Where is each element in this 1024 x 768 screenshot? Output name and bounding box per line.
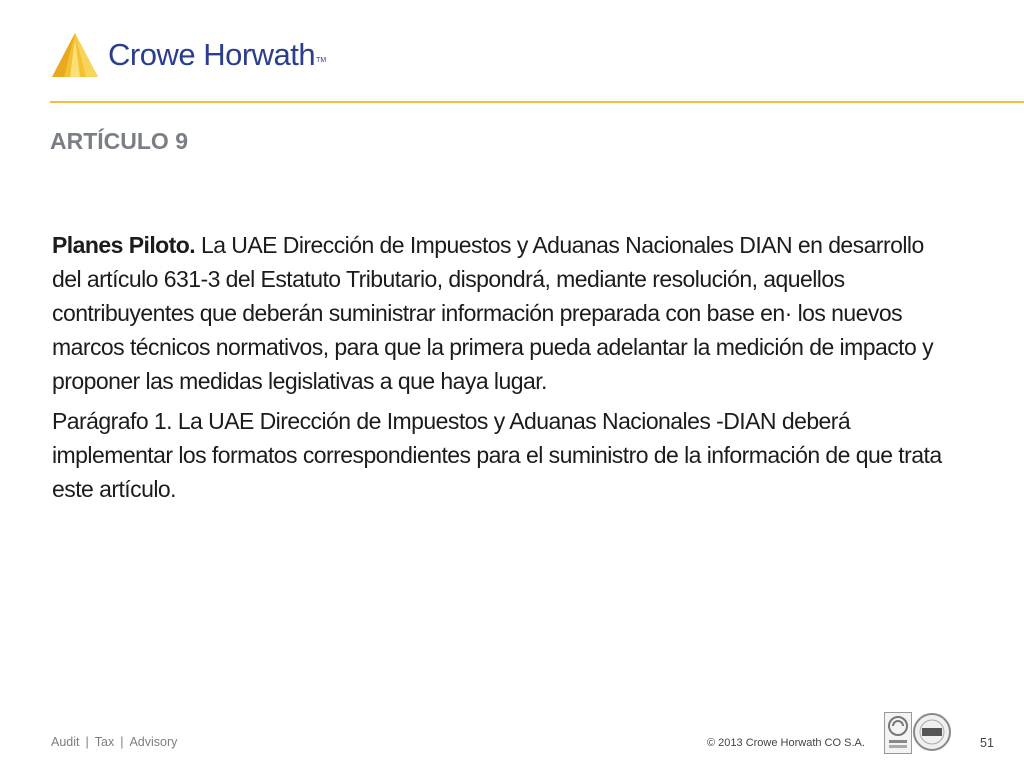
company-logo <box>50 32 326 78</box>
footer-separator: | <box>85 735 89 749</box>
footer-advisory: Advisory <box>129 735 178 749</box>
crowe-horwath-logo-icon <box>50 33 100 77</box>
logo-trademark: TM <box>316 57 327 64</box>
logo-text: Crowe Horwath <box>108 37 316 72</box>
paragraph-bold-lead: Planes Piloto. <box>52 232 196 258</box>
copyright-notice: © 2013 Crowe Horwath CO S.A. <box>707 737 865 749</box>
footer-tax: Tax <box>94 735 115 749</box>
paragraph-paragrafo-1 <box>52 404 952 506</box>
header-rule <box>50 101 1024 103</box>
page-title: ARTÍCULO 9 <box>50 128 188 154</box>
footer-separator: | <box>120 735 124 749</box>
footer-audit: Audit <box>51 735 80 749</box>
iqnet-certification-icon <box>912 712 952 752</box>
paragraph-text: Parágrafo 1. La UAE Dirección de Impuestos y Aduanas Nacionales -DIAN deberá implementar los formatos correspondientes para el suministro de la información de que trata este artículo. <box>52 408 942 502</box>
paragraph-text: La UAE Dirección de Impuestos y Aduanas Nacionales DIAN en desarrollo del artículo 631-3 del Estatuto Tributario, dispondrá, mediante resolución, aquellos contribuyentes que deberán suministrar información preparada con base en· los nuevos marcos técnicos normativos, para que la primera pueda adelantar la medición de impacto y proponer las medidas legislativas a que haya lugar. <box>52 232 934 394</box>
footer-services <box>51 735 177 749</box>
paragraph-planes-piloto <box>52 228 952 398</box>
article-body <box>52 228 952 512</box>
iso-certification-icon <box>884 712 912 754</box>
page-number: 51 <box>980 736 994 750</box>
